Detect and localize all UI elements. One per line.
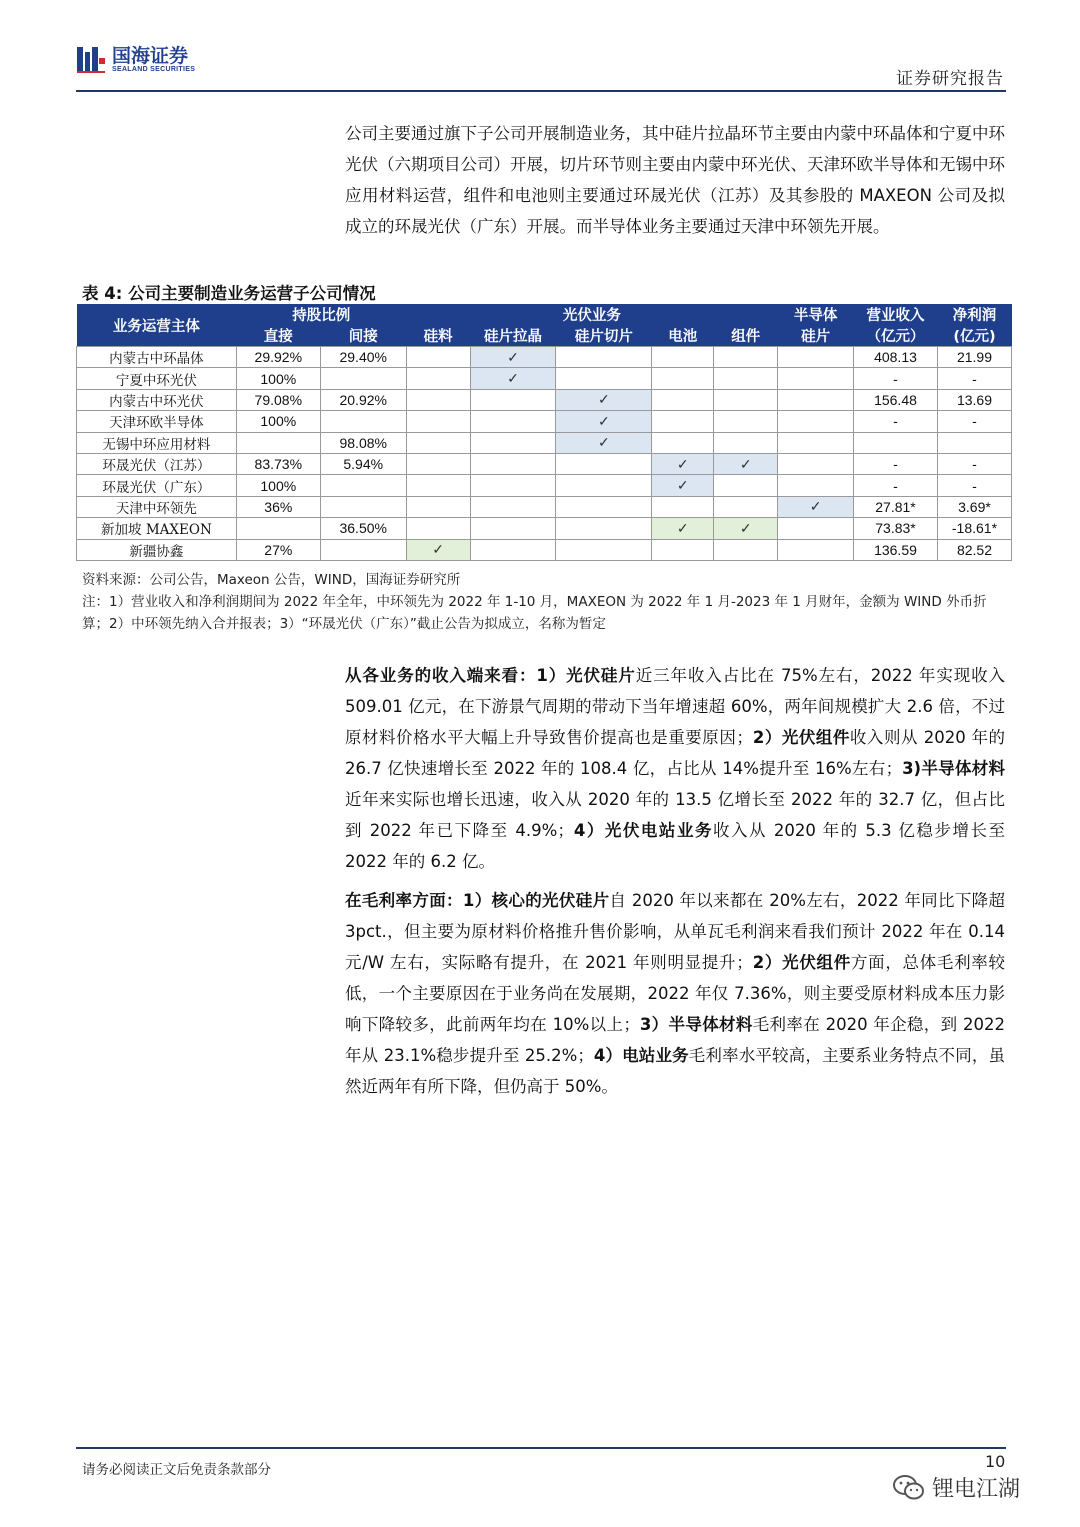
- table-row: [77, 432, 1012, 453]
- logo-english-name: SEALAND SECURITIES: [112, 65, 196, 73]
- margin-text-4: 毛利率水平较高，主要系业务特点不同，虽然近两年有所下降，但仍高于 50%。: [345, 1046, 1006, 1096]
- table-row: [77, 518, 1012, 539]
- cell-direct: 83.73%: [236, 453, 320, 474]
- page-number: 10: [985, 1452, 1006, 1471]
- cell-module: [714, 347, 778, 368]
- check-mark-icon: ✓: [556, 411, 652, 432]
- check-mark-icon: ✓: [556, 432, 652, 453]
- cell-silicon: [406, 475, 470, 496]
- margin-lead: 在毛利率方面：1）核心的光伏硅片: [345, 891, 610, 910]
- cell-entity: 内蒙古中环晶体: [77, 347, 237, 368]
- cell-entity: 环晟光伏（江苏）: [77, 453, 237, 474]
- check-mark-icon: ✓: [470, 368, 556, 389]
- cell-semi: [778, 368, 854, 389]
- page-header: [76, 40, 1006, 92]
- cell-indirect: 20.92%: [320, 389, 406, 410]
- table-row: [77, 539, 1012, 560]
- cell-module: [714, 389, 778, 410]
- cell-pulling: [470, 453, 556, 474]
- header-pulling: 硅片拉晶: [470, 325, 556, 347]
- cell-semi: [778, 432, 854, 453]
- cell-cell: [652, 347, 714, 368]
- cell-entity: 宁夏中环光伏: [77, 368, 237, 389]
- cell-slicing: [556, 453, 652, 474]
- logo-chinese-name: 国海证券: [112, 44, 189, 67]
- table-row: [77, 368, 1012, 389]
- header-indirect: 间接: [320, 325, 406, 347]
- cell-entity: 新加坡 MAXEON: [77, 518, 237, 539]
- cell-semi: [778, 475, 854, 496]
- cell-pulling: [470, 411, 556, 432]
- cell-silicon: [406, 432, 470, 453]
- revenue-text-1: 近三年收入占比在 75%左右，2022 年实现收入 509.01 亿元，在下游景气周期的带动下当年增速超 60%，两年间规模扩大 2.6 倍，不过原材料价格水平大幅上升导致售价提高也是重要原因；: [345, 666, 1006, 747]
- margin-text-2: 方面，总体毛利率较低，一个主要原因在于业务尚在发展期，2022 年仅 7.36%，则主要受原材料成本压力影响下降较多，此前两年均在 10%以上；: [345, 953, 1006, 1034]
- cell-direct: 29.92%: [236, 347, 320, 368]
- cell-silicon: [406, 368, 470, 389]
- header-semi-wafer: 硅片: [778, 325, 854, 347]
- note-line: 注：1）营业收入和净利润期间为 2022 年全年，中环领先为 2022 年 1-10 月，MAXEON 为 2022 年 1 月-2023 年 1 月财年，金额为 WIND 外币折算；2）中环领先纳入合并报表；3）“环晟光伏（广东）”截止公告为拟成立，名称为暂定: [82, 594, 987, 632]
- cell-entity: 内蒙古中环光伏: [77, 389, 237, 410]
- margin-paragraph: [345, 885, 1005, 1102]
- watermark-text: 锂电江湖: [932, 1477, 1021, 1502]
- cell-profit: 82.52: [937, 539, 1011, 560]
- check-mark-icon: ✓: [714, 453, 778, 474]
- cell-module: [714, 475, 778, 496]
- check-mark-icon: ✓: [652, 475, 714, 496]
- header-profit-unit: (亿元): [937, 325, 1011, 347]
- cell-silicon: [406, 347, 470, 368]
- revenue-text-3: 近年来实际也增长迅速，收入从 2020 年的 13.5 亿增长至 2022 年的 32.7 亿，但占比到 2022 年已下降至 4.9%；: [345, 790, 1005, 840]
- revenue-bold-2: 2）光伏组件: [752, 728, 850, 747]
- cell-profit: -: [937, 475, 1011, 496]
- cell-cell: [652, 496, 714, 517]
- cell-silicon: [406, 518, 470, 539]
- cell-slicing: [556, 347, 652, 368]
- cell-profit: 3.69*: [937, 496, 1011, 517]
- cell-pulling: [470, 496, 556, 517]
- header-profit: 净利润: [937, 304, 1011, 325]
- cell-revenue: -: [854, 368, 938, 389]
- cell-module: [714, 432, 778, 453]
- cell-profit: -18.61*: [937, 518, 1011, 539]
- cell-profit: -: [937, 411, 1011, 432]
- cell-indirect: [320, 368, 406, 389]
- table-row: [77, 347, 1012, 368]
- header-module: 组件: [714, 325, 778, 347]
- cell-silicon: [406, 389, 470, 410]
- cell-profit: 21.99: [937, 347, 1011, 368]
- header-silicon: 硅料: [406, 325, 470, 347]
- revenue-text-4: 收入从 2020 年的 5.3 亿稳步增长至 2022 年的 6.2 亿。: [345, 821, 1006, 871]
- cell-indirect: 36.50%: [320, 518, 406, 539]
- cell-entity: 天津中环领先: [77, 496, 237, 517]
- table-title: 表 4: 公司主要制造业务运营子公司情况: [82, 284, 376, 303]
- cell-direct: [236, 432, 320, 453]
- cell-pulling: [470, 432, 556, 453]
- cell-revenue: 156.48: [854, 389, 938, 410]
- check-mark-icon: ✓: [714, 518, 778, 539]
- cell-slicing: [556, 496, 652, 517]
- cell-direct: 100%: [236, 411, 320, 432]
- header-pv: 光伏业务: [406, 304, 777, 325]
- header-holding: 持股比例: [236, 304, 406, 325]
- header-semi: 半导体: [778, 304, 854, 325]
- cell-indirect: [320, 411, 406, 432]
- header-revenue: 营业收入: [854, 304, 938, 325]
- cell-slicing: [556, 518, 652, 539]
- cell-revenue: -: [854, 475, 938, 496]
- revenue-lead: 从各业务的收入端来看：1）光伏硅片: [345, 666, 636, 685]
- footer-disclaimer: 请务必阅读正文后免责条款部分: [82, 1462, 271, 1478]
- check-mark-icon: ✓: [652, 518, 714, 539]
- intro-paragraph: 公司主要通过旗下子公司开展制造业务，其中硅片拉晶环节主要由内蒙中环晶体和宁夏中环光伏（六期项目公司）开展，切片环节则主要由内蒙中环光伏、天津环欧半导体和无锡中环应用材料运营，组件和电池则主要通过环晟光伏（江苏）及其参股的 MAXEON 公司及拟成立的环晟光伏（广东）开展。而半导体业务主要通过天津中环领先开展。: [345, 124, 1005, 236]
- table-row: [77, 496, 1012, 517]
- cell-semi: [778, 411, 854, 432]
- cell-entity: 天津环欧半导体: [77, 411, 237, 432]
- revenue-text-2: 收入则从 2020 年的 26.7 亿快速增长至 2022 年的 108.4 亿，占比从 14%提升至 16%左右；: [345, 728, 1006, 778]
- cell-revenue: 73.83*: [854, 518, 938, 539]
- logo-icon: [76, 44, 106, 74]
- cell-cell: [652, 539, 714, 560]
- cell-silicon: [406, 411, 470, 432]
- cell-direct: 79.08%: [236, 389, 320, 410]
- check-mark-icon: ✓: [406, 539, 470, 560]
- cell-indirect: 5.94%: [320, 453, 406, 474]
- header-slicing: 硅片切片: [556, 325, 652, 347]
- revenue-bold-4: 4）光伏电站业务: [573, 821, 713, 840]
- cell-profit: -: [937, 368, 1011, 389]
- cell-revenue: -: [854, 453, 938, 474]
- cell-semi: [778, 453, 854, 474]
- cell-cell: [652, 432, 714, 453]
- wechat-icon: [892, 1474, 926, 1502]
- watermark: [892, 1472, 1020, 1503]
- margin-bold-4: 4）电站业务: [593, 1046, 689, 1065]
- cell-semi: [778, 389, 854, 410]
- header-cell: 电池: [652, 325, 714, 347]
- table-source-note: [82, 569, 1012, 635]
- cell-revenue: -: [854, 411, 938, 432]
- cell-slicing: [556, 475, 652, 496]
- header-entity: 业务运营主体: [77, 304, 237, 347]
- margin-text-1: 自 2020 年以来都在 20%左右，2022 年同比下降超 3pct.，但主要为原材料价格推升售价影响，从单瓦毛利润来看我们预计 2022 年在 0.14 元/W 左右，实际略有提升，在 2021 年则明显提升；: [345, 891, 1006, 972]
- cell-cell: [652, 368, 714, 389]
- cell-indirect: [320, 475, 406, 496]
- cell-pulling: [470, 475, 556, 496]
- cell-cell: [652, 389, 714, 410]
- cell-indirect: [320, 496, 406, 517]
- check-mark-icon: ✓: [556, 389, 652, 410]
- cell-cell: [652, 411, 714, 432]
- cell-profit: 13.69: [937, 389, 1011, 410]
- cell-entity: 环晟光伏（广东）: [77, 475, 237, 496]
- cell-module: [714, 539, 778, 560]
- cell-slicing: [556, 539, 652, 560]
- report-type-label: 证券研究报告: [896, 69, 1004, 89]
- table-row: [77, 411, 1012, 432]
- check-mark-icon: ✓: [652, 453, 714, 474]
- cell-revenue: [854, 432, 938, 453]
- table-row: [77, 453, 1012, 474]
- revenue-bold-3: 3)半导体材料: [902, 759, 1005, 778]
- company-logo: [76, 44, 195, 74]
- cell-pulling: [470, 389, 556, 410]
- cell-direct: 100%: [236, 368, 320, 389]
- header-direct: 直接: [236, 325, 320, 347]
- cell-direct: 100%: [236, 475, 320, 496]
- cell-semi: [778, 347, 854, 368]
- cell-revenue: 408.13: [854, 347, 938, 368]
- subsidiary-table: [76, 304, 1012, 561]
- cell-direct: 27%: [236, 539, 320, 560]
- cell-profit: -: [937, 453, 1011, 474]
- cell-pulling: [470, 539, 556, 560]
- cell-profit: [937, 432, 1011, 453]
- source-line: 资料来源：公司公告，Maxeon 公告，WIND，国海证券研究所: [82, 572, 461, 588]
- cell-semi: [778, 539, 854, 560]
- check-mark-icon: ✓: [778, 496, 854, 517]
- cell-direct: 36%: [236, 496, 320, 517]
- footer-divider: [76, 1447, 1006, 1449]
- revenue-paragraph: [345, 660, 1005, 877]
- cell-revenue: 27.81*: [854, 496, 938, 517]
- margin-text-3: 毛利率在 2020 年企稳，到 2022 年从 23.1%稳步提升至 25.2%；: [345, 1015, 1006, 1065]
- cell-revenue: 136.59: [854, 539, 938, 560]
- cell-pulling: [470, 518, 556, 539]
- margin-bold-3: 3）半导体材料: [639, 1015, 753, 1034]
- table-row: [77, 475, 1012, 496]
- margin-bold-2: 2）光伏组件: [752, 953, 851, 972]
- cell-silicon: [406, 496, 470, 517]
- cell-module: [714, 368, 778, 389]
- cell-silicon: [406, 453, 470, 474]
- table-header-row-1: [77, 304, 1012, 325]
- cell-entity: 新疆协鑫: [77, 539, 237, 560]
- cell-module: [714, 496, 778, 517]
- cell-indirect: [320, 539, 406, 560]
- cell-module: [714, 411, 778, 432]
- check-mark-icon: ✓: [470, 347, 556, 368]
- cell-slicing: [556, 368, 652, 389]
- cell-entity: 无锡中环应用材料: [77, 432, 237, 453]
- header-revenue-unit: （亿元）: [854, 325, 938, 347]
- cell-direct: [236, 518, 320, 539]
- table-row: [77, 389, 1012, 410]
- cell-indirect: 98.08%: [320, 432, 406, 453]
- cell-indirect: 29.40%: [320, 347, 406, 368]
- cell-semi: [778, 518, 854, 539]
